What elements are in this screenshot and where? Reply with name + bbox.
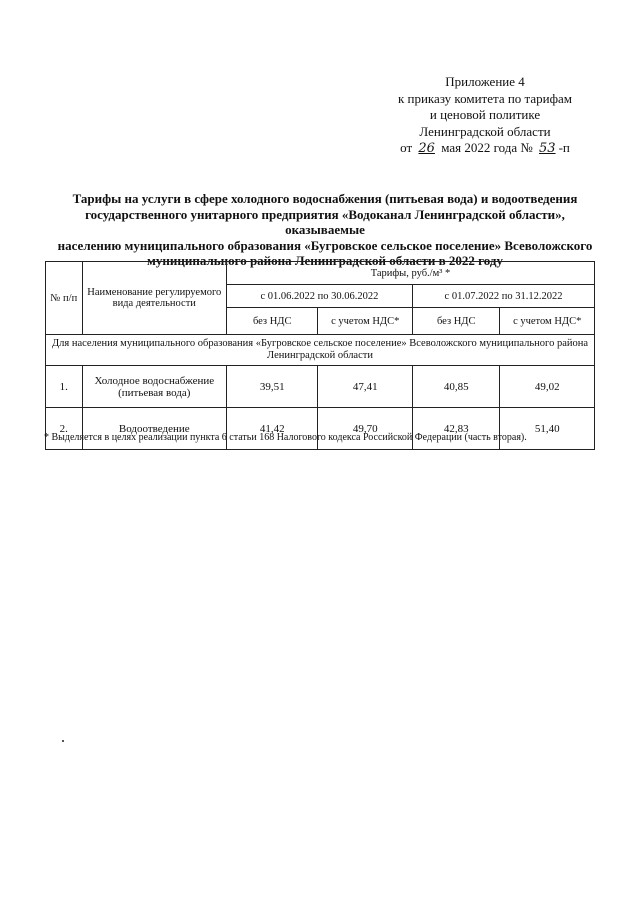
date-prefix: от: [400, 140, 413, 155]
row-number: 2.: [46, 408, 83, 450]
row-p2-no-vat: 42,83: [413, 408, 500, 450]
row-p1-no-vat: 39,51: [226, 366, 318, 408]
title-line-3: населению муниципального образования «Бугровское сельское поселение» Всеволожского: [57, 237, 593, 253]
date-rest: мая 2022 года №: [441, 140, 533, 155]
annex-header: [385, 74, 585, 158]
header-p1-no-vat: без НДС: [226, 308, 318, 335]
header-number: № п/п: [46, 262, 83, 335]
row-p1-no-vat: 41,42: [226, 408, 318, 450]
row-p2-with-vat: 49,02: [500, 366, 595, 408]
document-title: [50, 191, 600, 269]
annex-date-line: [385, 140, 585, 158]
annex-line-1: Приложение 4: [445, 74, 525, 89]
title-line-4: муниципального района Ленинградской области в 2022 году: [147, 253, 503, 268]
header-p2-no-vat: без НДС: [413, 308, 500, 335]
row-p1-with-vat: 47,41: [318, 366, 413, 408]
header-period-2: с 01.07.2022 по 31.12.2022: [413, 285, 595, 308]
header-period-1: с 01.06.2022 по 30.06.2022: [226, 285, 412, 308]
header-tariffs: Тарифы, руб./м³ *: [226, 262, 594, 285]
title-line-1: Тарифы на услуги в сфере холодного водоснабжения (питьевая вода) и водоотведения: [72, 191, 578, 206]
header-activity-name: Наименование регулируемого вида деятельности: [82, 262, 226, 335]
scan-speck: [62, 740, 64, 742]
order-number-suffix: -п: [558, 140, 570, 155]
annex-line-4: Ленинградской области: [419, 123, 551, 139]
group-row: Для населения муниципального образования «Бугровское сельское поселение» Всеволожского муниципального района Ленинградской области: [46, 335, 595, 366]
row-p2-with-vat: 51,40: [500, 408, 595, 450]
row-activity: Холодное водоснабжение (питьевая вода): [82, 366, 226, 408]
table-row: [46, 408, 595, 450]
annex-line-3: и ценовой политике: [429, 107, 541, 122]
header-p1-with-vat: с учетом НДС*: [318, 308, 413, 335]
date-day: 26: [418, 141, 435, 156]
row-p1-with-vat: 49,70: [318, 408, 413, 450]
footnote: * Выделяется в целях реализации пункта 6 статьи 168 Налогового кодекса Российской Федерации (часть вторая).: [44, 432, 527, 443]
row-activity: Водоотведение: [82, 408, 226, 450]
order-number: 53: [539, 141, 556, 156]
annex-line-2: к приказу комитета по тарифам: [397, 90, 573, 106]
row-number: 1.: [46, 366, 83, 408]
tariff-table: [45, 261, 595, 450]
title-line-2: государственного унитарного предприятия «Водоканал Ленинградской области», оказываемые: [85, 206, 565, 237]
row-p2-no-vat: 40,85: [413, 366, 500, 408]
header-p2-with-vat: с учетом НДС*: [500, 308, 595, 335]
table-row: [46, 366, 595, 408]
